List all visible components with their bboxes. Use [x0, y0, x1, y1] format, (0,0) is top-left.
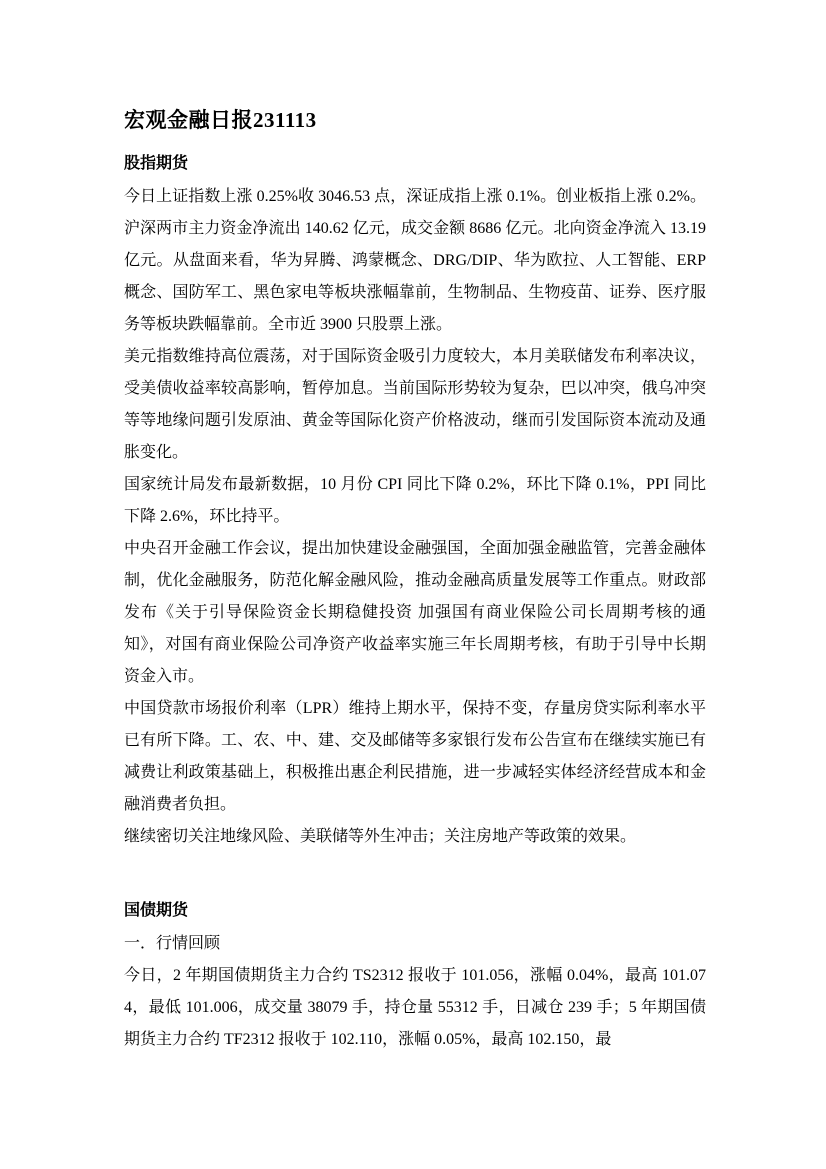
paragraph-bond-futures-quotes: 今日，2 年期国债期货主力合约 TS2312 报收于 101.056，涨幅 0.04%，最高 101.074，最低 101.006，成交量 38079 手，持仓量 55312 手，日减仓 239 手；5 年期国债期货主力合约 TF2312 报收于 102.110，涨幅 0.05%，最高 102.150，最 — [124, 967, 706, 1048]
section-heading-stock-index-futures: 股指期货 — [124, 155, 189, 172]
paragraph-financial-work-conference: 中央召开金融工作会议，提出加快建设金融强国，全面加强金融监管，完善金融体制，优化金融服务，防范化解金融风险，推动金融高质量发展等工作重点。财政部发布《关于引导保险资金长期稳健投资 加强国有商业保险公司长周期考核的通知》，对国有商业保险公司净资产收益率实施三年长周期考核，有助于引导中长期资金入市。 — [124, 540, 706, 685]
paragraph-cpi-ppi-data: 国家统计局发布最新数据，10 月份 CPI 同比下降 0.2%，环比下降 0.1%，PPI 同比下降 2.6%，环比持平。 — [124, 476, 706, 525]
paragraph-risk-watch: 继续密切关注地缘风险、美联储等外生冲击；关注房地产等政策的效果。 — [124, 828, 637, 845]
paragraph-dollar-index: 美元指数维持高位震荡，对于国际资金吸引力度较大，本月美联储发布利率决议，受美债收益率较高影响，暂停加息。当前国际形势较为复杂，巴以冲突，俄乌冲突等等地缘问题引发原油、黄金等国际化资产价格波动，继而引发国际资本流动及通胀变化。 — [124, 348, 706, 461]
paragraph-lpr-policy: 中国贷款市场报价利率（LPR）维持上期水平，保持不变，存量房贷实际利率水平已有所下降。工、农、中、建、交及邮储等多家银行发布公告宣布在继续实施已有减费让利政策基础上，积极推出惠企利民措施，进一步减轻实体经济经营成本和金融消费者负担。 — [124, 700, 706, 813]
subheading-market-review: 一．行情回顾 — [124, 935, 221, 952]
document-title: 宏观金融日报231113 — [124, 108, 317, 132]
paragraph-market-summary: 今日上证指数上涨 0.25%收 3046.53 点，深证成指上涨 0.1%。创业板指上涨 0.2%。沪深两市主力资金净流出 140.62 亿元，成交金额 8686 亿元。北向资金净流入 13.19 亿元。从盘面来看，华为昇腾、鸿蒙概念、DRG/DIP、华为欧拉、人工智能、ERP 概念、国防军工、黑色家电等板块涨幅靠前，生物制品、生物疫苗、证券、医疗服务等板块跌幅靠前。全市近 3900 只股票上涨。 — [124, 188, 706, 333]
section-heading-treasury-bond-futures: 国债期货 — [124, 902, 189, 919]
